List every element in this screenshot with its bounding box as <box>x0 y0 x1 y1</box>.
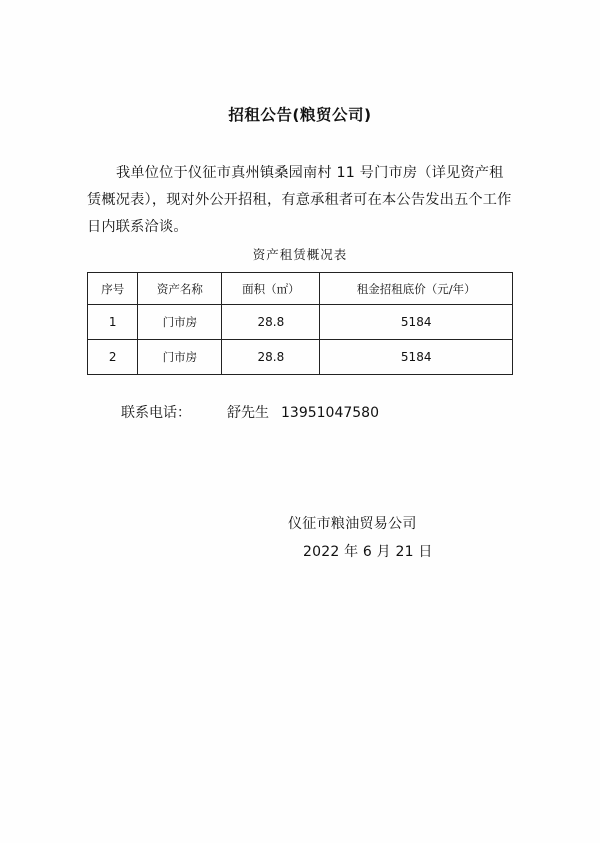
announcement-body: 我单位位于仪征市真州镇桑园南村 11 号门市房（详见资产租赁概况表），现对外公开招租，有意承租者可在本公告发出五个工作日内联系洽谈。 <box>87 165 512 235</box>
issuer-name: 仪征市粮油贸易公司 <box>288 516 417 532</box>
header-asset-name: 资产名称 <box>138 273 222 305</box>
contact-label: 联系电话： <box>121 405 191 421</box>
page-title: 招租公告(粮贸公司) <box>228 106 372 124</box>
cell-serial: 2 <box>88 340 138 375</box>
cell-rent-price: 5184 <box>320 305 513 340</box>
contact-phone: 13951047580 <box>281 405 379 421</box>
header-serial: 序号 <box>88 273 138 305</box>
header-area: 面积（㎡） <box>222 273 320 305</box>
table-row <box>88 305 513 340</box>
cell-serial: 1 <box>88 305 138 340</box>
cell-area: 28.8 <box>222 305 320 340</box>
table-caption: 资产租赁概况表 <box>252 247 348 262</box>
issue-date: 2022 年 6 月 21 日 <box>303 544 433 560</box>
cell-asset-name: 门市房 <box>138 340 222 375</box>
table-header-row <box>88 273 513 305</box>
cell-rent-price: 5184 <box>320 340 513 375</box>
header-rent-price: 租金招租底价（元/年） <box>320 273 513 305</box>
contact-line <box>121 402 379 422</box>
cell-asset-name: 门市房 <box>138 305 222 340</box>
contact-person: 舒先生 <box>227 405 269 421</box>
table-row <box>88 340 513 375</box>
asset-rental-table <box>87 272 513 375</box>
cell-area: 28.8 <box>222 340 320 375</box>
